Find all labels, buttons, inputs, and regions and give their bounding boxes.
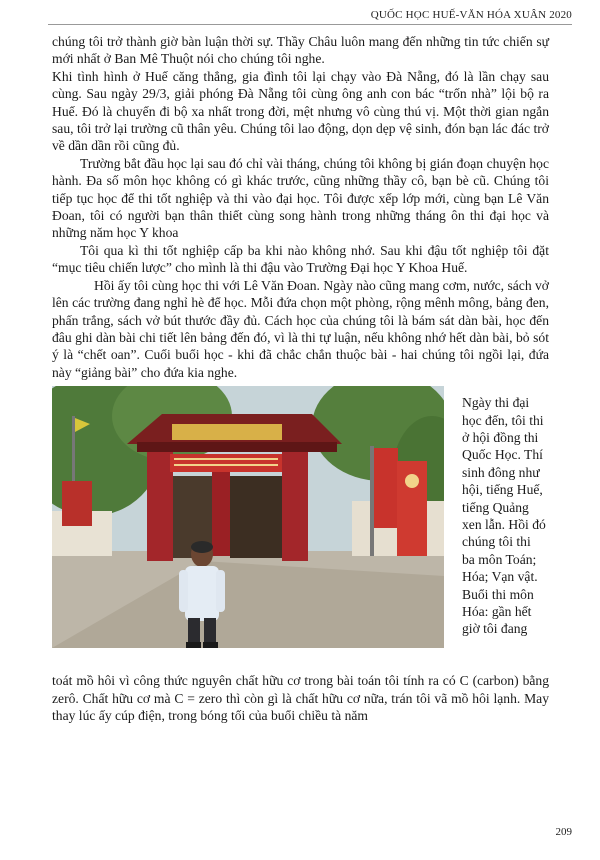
side-line: học đến, tôi thi [462, 412, 544, 428]
school-gate-photo [52, 386, 444, 648]
paragraph-3: Trường bắt đầu học lại sau đó chỉ vài tháng, chúng tôi không bị gián đoạn chuyện học hành. Đa số môn học không có gì khác trước, cũng những thầy cô, bạn bè cũ. Chúng tôi tiếp tục học để thi tốt nghiệp và thi vào đại học. Tôi được xếp lớp mới, cùng bạn Lê Văn Đoan, tôi có người bạn thân thiết cùng song hành trong những tháng ôn thi đại học và những năm học Y khoa [52, 155, 549, 241]
side-line: sinh đông như [462, 464, 540, 480]
photo-section [52, 386, 549, 672]
running-header: QUỐC HỌC HUẾ-VĂN HÓA XUÂN 2020 [370, 9, 572, 21]
paragraph-4: Tôi qua kì thi tốt nghiệp cấp ba khi nào không nhớ. Sau khi đậu tốt nghiệp tôi đặt “mục tiêu chiến lược” cho mình là thi đậu vào Trường Đại học Y Khoa Huế. [52, 242, 549, 276]
side-line: Buổi thi môn [462, 586, 534, 602]
header-divider [48, 24, 572, 25]
side-line: hội, tiếng Huế, [462, 482, 543, 498]
side-line: Hóa: gần hết [462, 604, 532, 619]
photo-illustration [52, 386, 444, 648]
paragraph-5: Hồi ấy tôi cùng học thi với Lê Văn Đoan. Ngày nào cũng mang cơm, nước, sách vở lên các trường đang nghỉ hè để học. Mỗi đứa chọn một phòng, rộng mênh mông, bảng đen, phấn trắng, sách vở bút thước đầy đủ. Cách học của chúng tôi là bám sát dàn bài, học đến đâu ghi dàn bài chi tiết lên bảng đến đó, vì là thi tự luận, nếu không nhớ hết dàn bài, bỏ sót ý là “chết oan”. Cuối buổi học - khi đã chắc chắn thuộc bài - hai chúng tôi ngồi lại, đứa này “giảng bài” cho đứa kia nghe. [52, 277, 549, 380]
side-line: xen lẫn. Hồi đó [462, 516, 546, 532]
side-line: ba môn Toán; [462, 551, 537, 567]
side-line: ở hội đồng thi [462, 429, 539, 445]
paragraph-1: chúng tôi trở thành giờ bàn luận thời sự. Thầy Châu luôn mang đến những tin tức chiến sự mới nhất ở Ban Mê Thuột nói cho chúng tôi nghe. [52, 34, 549, 67]
side-line: tiếng Quảng [462, 499, 529, 515]
side-line: Quốc Học. Thí [462, 447, 543, 463]
side-line: chúng tôi thi [462, 534, 531, 550]
paragraph-2: Khi tình hình ở Huế căng thẳng, gia đình tôi lại chạy vào Đà Nẵng, đó là lần chạy sau cùng. Sau ngày 29/3, giải phóng Đà Nẵng tôi cùng ông anh con bác “trốn nhà” lội bộ ra Huế. Đó là chuyến đi bộ xa nhất trong đời, mệt nhưng vô cùng thú vị. Một thời gian ngắn sau, tôi trở lại trường cũ thân yêu. Chúng tôi lao động, dọn dẹp vệ sinh, đón bạn lác đác trở về dần dần rồi cũng đủ. [52, 68, 549, 154]
paragraph-after-photo: toát mồ hôi vì công thức nguyên chất hữu cơ trong bài toán tôi tính ra có C (carbon) bằng zerô. Chất hữu cơ mà C = zero thì còn gì là chất hữu cơ nữa, trán tôi vã mồ hôi lạnh. May thay lúc ấy cúp điện, trong bóng tối của buổi chiều tà năm [52, 673, 549, 723]
side-line: giờ tôi đang [462, 621, 528, 637]
photo-side-text [462, 394, 549, 638]
page-number: 209 [555, 826, 572, 838]
article-body [52, 33, 549, 724]
side-line: Ngày thi đại [462, 395, 530, 411]
side-line: Hóa; Vạn vật. [462, 569, 538, 585]
